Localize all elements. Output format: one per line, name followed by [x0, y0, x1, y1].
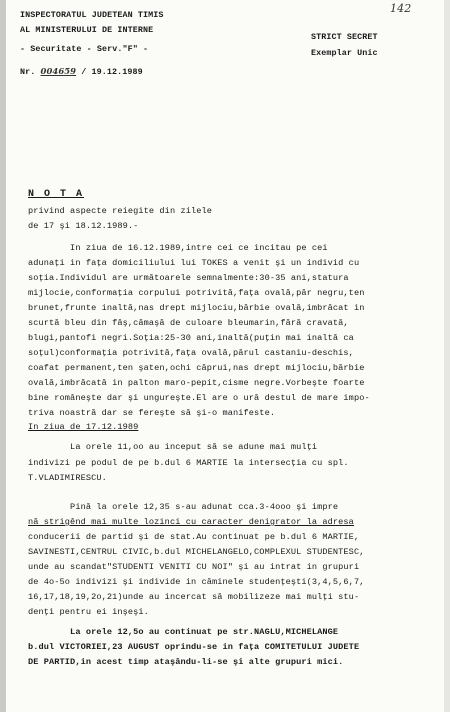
text-line: ovală,imbrăcată in palton maro-pepit,cisme negre.Vorbeşte foarte: [28, 378, 365, 388]
text-line: blugi,pantofi negri.Soţia:25-30 ani,inaltă(puţin mai inaltă ca: [28, 333, 354, 343]
text-line: b.dul VICTORIEI,23 AUGUST oprindu-se in faţa COMITETULUI JUDETE: [28, 642, 360, 652]
subtitle-line-1: privind aspecte reiegite din zilele: [28, 206, 212, 216]
text-line: 16,17,18,19,2o,21)unde au incercat să mobilizeze mai mulţi stu-: [28, 592, 360, 602]
text-line: coafat permanent,ten şaten,ochi căprui,nas drept mijlociu,bărbie: [28, 363, 365, 373]
text-line: bine româneşte dar şi ungureşte.El are o ură destul de mare impo-: [28, 393, 370, 403]
subtitle-line-2: de 17 şi 18.12.1989.-: [28, 221, 139, 231]
org-line-2: AL MINISTERULUI DE INTERNE: [20, 25, 154, 35]
text-line: scurtă bleu din fâş,cămaşă de culoare bleumarin,fără cravată,: [28, 318, 349, 328]
text-line: La orele 11,oo au inceput să se adune mai mulţi: [28, 442, 318, 452]
text-line: brunet,frunte inaltă,nas drept mijlociu,bărbie ovală,imbrăcat in: [28, 303, 365, 313]
text-line: soţia.Individul are următoarele semnalmente:30-35 ani,statura: [28, 273, 349, 283]
document-title: N O T A: [28, 189, 85, 200]
registration-number: [20, 66, 143, 77]
text-line: nă strigênd mai multe lozinci cu caracter denigrator la adresa: [28, 517, 354, 527]
text-line: indivizi pe podul de pe b.dul 6 MARTIE la intersecţia cu spl.: [28, 458, 349, 468]
text-line: DE PARTID,in acest timp ataşându-li-se şi alte grupuri mici.: [28, 657, 344, 667]
text-line: denţi pentru ei inşeşi.: [28, 607, 149, 617]
text-line: adunaţi in faţa domiciliului lui TOKES a venit şi un individ cu: [28, 258, 360, 268]
text-line: unde au scandat"STUDENTI VENITI CU NOI" şi au intrat in grupuri: [28, 562, 360, 572]
text-line: mijlocie,conformaţia corpului potrivită,faţa ovală,păr negru,ten: [28, 288, 365, 298]
nr-label: Nr.: [20, 67, 36, 77]
text-line: SAVINESTI,CENTRUL CIVIC,b.dul MICHELANGELO,COMPLEXUL STUDENTESC,: [28, 547, 365, 557]
text-line: T.VLADIMIRESCU.: [28, 473, 107, 483]
date-heading: In ziua de 17.12.1989: [28, 422, 139, 432]
page-number: 142: [390, 2, 412, 15]
classification: STRICT SECRET: [311, 32, 378, 42]
copy-label: Exemplar Unic: [311, 48, 378, 58]
org-line-3: - Securitate - Serv."F" -: [20, 44, 149, 54]
scan-edge: [444, 0, 450, 712]
nr-date: / 19.12.1989: [81, 67, 143, 77]
text-line: conducerii de partid şi de stat.Au continuat pe b.dul 6 MARTIE,: [28, 532, 360, 542]
text-line: In ziua de 16.12.1989,intre cei ce incitau pe cei: [28, 243, 328, 253]
nr-value: 004659: [40, 66, 77, 76]
text-line: de 4o-5o indivizi şi individe in căminele studenţeşti(3,4,5,6,7,: [28, 577, 365, 587]
text-line: Pină la orele 12,35 s-au adunat cca.3-4ooo şi impre: [28, 502, 339, 512]
text-line: La orele 12,5o au continuat pe str.NAGLU,MICHELANGE: [28, 627, 339, 637]
text-line: triva noastră dar se fereşte să şi-o manifeste.: [28, 408, 276, 418]
org-line-1: INSPECTORATUL JUDETEAN TIMIS: [20, 10, 164, 20]
text-line: soţul)conformaţia potrivită,faţa ovală,părul castaniu-deschis,: [28, 348, 354, 358]
